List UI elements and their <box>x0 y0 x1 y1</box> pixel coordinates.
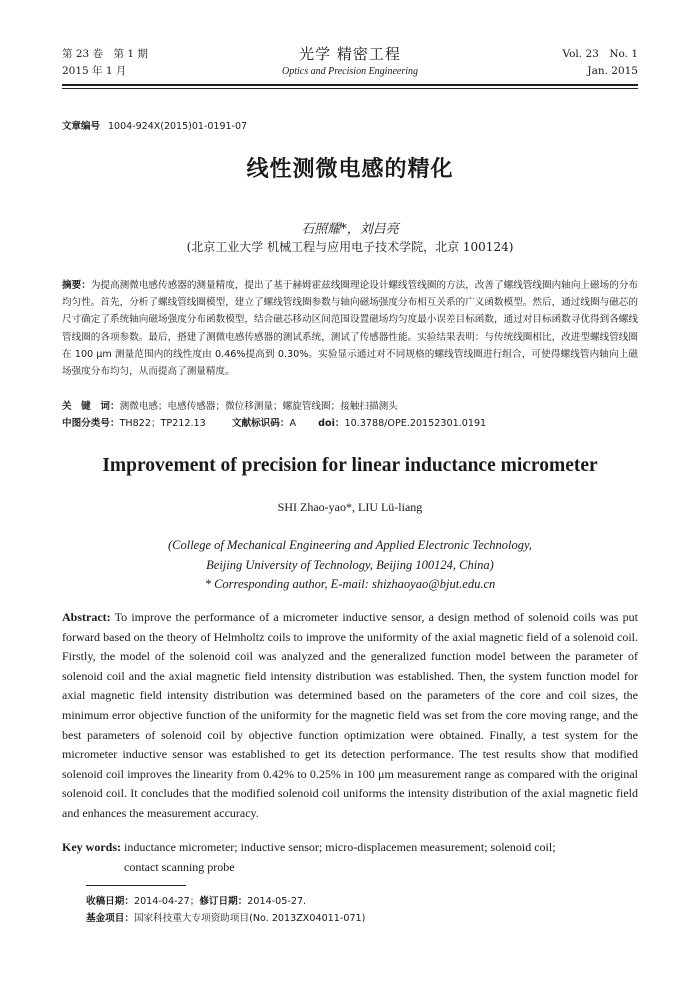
fund-label: 基金项目： <box>86 913 134 924</box>
affiliation-en <box>0 536 700 595</box>
keywords-cn <box>62 398 398 412</box>
affiliation-cn: (北京工业大学 机械工程与应用电子技术学院，北京 100124) <box>186 240 514 254</box>
header-center <box>200 44 500 79</box>
header-left <box>62 46 148 80</box>
keywords-cn-label: 关 键 词： <box>62 401 120 412</box>
volume-issue-cn: 第 23 卷 第 1 期 <box>62 48 148 60</box>
title-cn: 线性测微电感的精化 <box>246 157 454 182</box>
revised-value: 2014-05-27. <box>247 896 307 907</box>
keywords-en <box>62 838 556 877</box>
journal-name-cn: 光学 精密工程 <box>299 45 401 63</box>
keywords-en-line2: contact scanning probe <box>124 859 235 874</box>
keywords-en-line1: inductance micrometer; inductive sensor; micro-displacemen measurement; solenoid coil; <box>124 840 556 854</box>
doc-code-label: 文献标识码： <box>231 418 290 429</box>
fund-value: 国家科技重大专项资助项目(No. 2013ZX04011-071) <box>133 913 366 924</box>
keywords-en-label: Key words: <box>62 840 121 854</box>
abstract-en-text: To improve the performance of a micrometer inductive sensor, a design method of solenoid coils was put forward based on the theory of Helmholtz coils to improve the uniformity of the axial magnetic field of a solenoid coil. Firstly, the model of the solenoid coil was analyzed and the generalized function model between the parameter of solenoid coil and the axial magnetic field intensity distribution was established. Then, the system function model for axial magnetic field intensity distribution was determined based on the parameters of the core and coil sizes, the minimum error objective function of the uniformity for the magnetic field was set from the core moving range, and the best parameters of solenoid coil by objective function optimization were obtained. Finally, a test system for the micrometer inductive sensor was established to get its detection performance. The test results show that modified solenoid coil improves the linearity from 0.42% to 0.25% in 100 μm measurement range as compared with the original solenoid coil. It concludes that the modified solenoid coil uniforms the intensity distribution of the axial magnetic field and enhances the measurement accuracy. <box>62 610 638 820</box>
title-en: Improvement of precision for linear inductance micrometer <box>102 455 598 476</box>
abstract-cn <box>62 277 638 380</box>
abstract-cn-label: 摘要： <box>62 280 91 291</box>
header-rule-thick <box>62 84 638 86</box>
abstract-en-label: Abstract: <box>62 610 111 624</box>
affiliation-en-line3: * Corresponding author, E-mail: shizhaoyao@bjut.edu.cn <box>204 577 496 591</box>
date-cn: 2015 年 1 月 <box>62 65 127 77</box>
received-value: 2014-04-27； <box>133 896 200 907</box>
received-dates <box>86 893 646 910</box>
authors-cn: 石照耀*，刘吕亮 <box>301 222 399 237</box>
article-number-value: 1004-924X(2015)01-0191-07 <box>108 121 248 132</box>
classification-line <box>62 415 486 429</box>
affiliation-en-line2: Beijing University of Technology, Beijing 100124, China) <box>206 557 494 572</box>
doc-code-value: A <box>289 418 297 429</box>
journal-name-en: Optics and Precision Engineering <box>282 66 418 77</box>
abstract-en <box>62 608 638 824</box>
authors-en: SHI Zhao-yao*, LIU Lü-liang <box>277 500 423 514</box>
funding <box>86 910 646 927</box>
footnote-rule <box>86 885 186 886</box>
revised-label: 修订日期： <box>199 896 248 907</box>
affiliation-en-line1: (College of Mechanical Engineering and Applied Electronic Technology, <box>167 538 533 552</box>
volume-issue-en: Vol. 23 No. 1 <box>562 48 638 60</box>
clc-label: 中图分类号： <box>62 418 120 429</box>
article-number <box>62 118 247 132</box>
header-rule-thin <box>62 88 638 89</box>
clc-value: TH822；TP212.13 <box>119 418 206 429</box>
keywords-cn-text: 测微电感；电感传感器；微位移测量；螺旋管线圈；接触扫描测头 <box>119 401 398 412</box>
article-number-label: 文章编号 <box>62 121 101 132</box>
received-label: 收稿日期： <box>86 896 134 907</box>
date-en: Jan. 2015 <box>587 65 638 77</box>
header-right <box>562 46 638 80</box>
abstract-cn-text: 为提高测微电感传感器的测量精度，提出了基于赫姆霍兹线圈理论设计螺线管线圈的方法，改善了螺线管线圈内轴向上磁场的分布均匀性。首先，分析了螺线管线圈模型，建立了螺线管线圈参数与轴向磁场强度分布相互关系的广义函数模型。然后，通过线圈与磁芯的尺寸确定了系统轴向磁场强度分布函数模型，结合磁芯移动区间范围设置磁场均匀度最小误差目标函数，通过对目标函数寻优得到各螺线管线圈的各项参数。最后，搭建了测微电感传感器的测试系统，测试了传感器性能。实验结果表明：与传统线圈相比，改进型螺线管线圈在 100 μm 测量范围内的线性度由 0.46%提高到 0.30%。实验显示通过对不同规格的螺线管线圈进行组合，可使得螺线管内轴向上磁场强度分布均匀，从而提高了测量精度。 <box>62 280 639 378</box>
doi-value: 10.3788/OPE.20152301.0191 <box>344 418 487 429</box>
doi-label: doi： <box>318 418 345 429</box>
footnotes <box>86 893 646 927</box>
